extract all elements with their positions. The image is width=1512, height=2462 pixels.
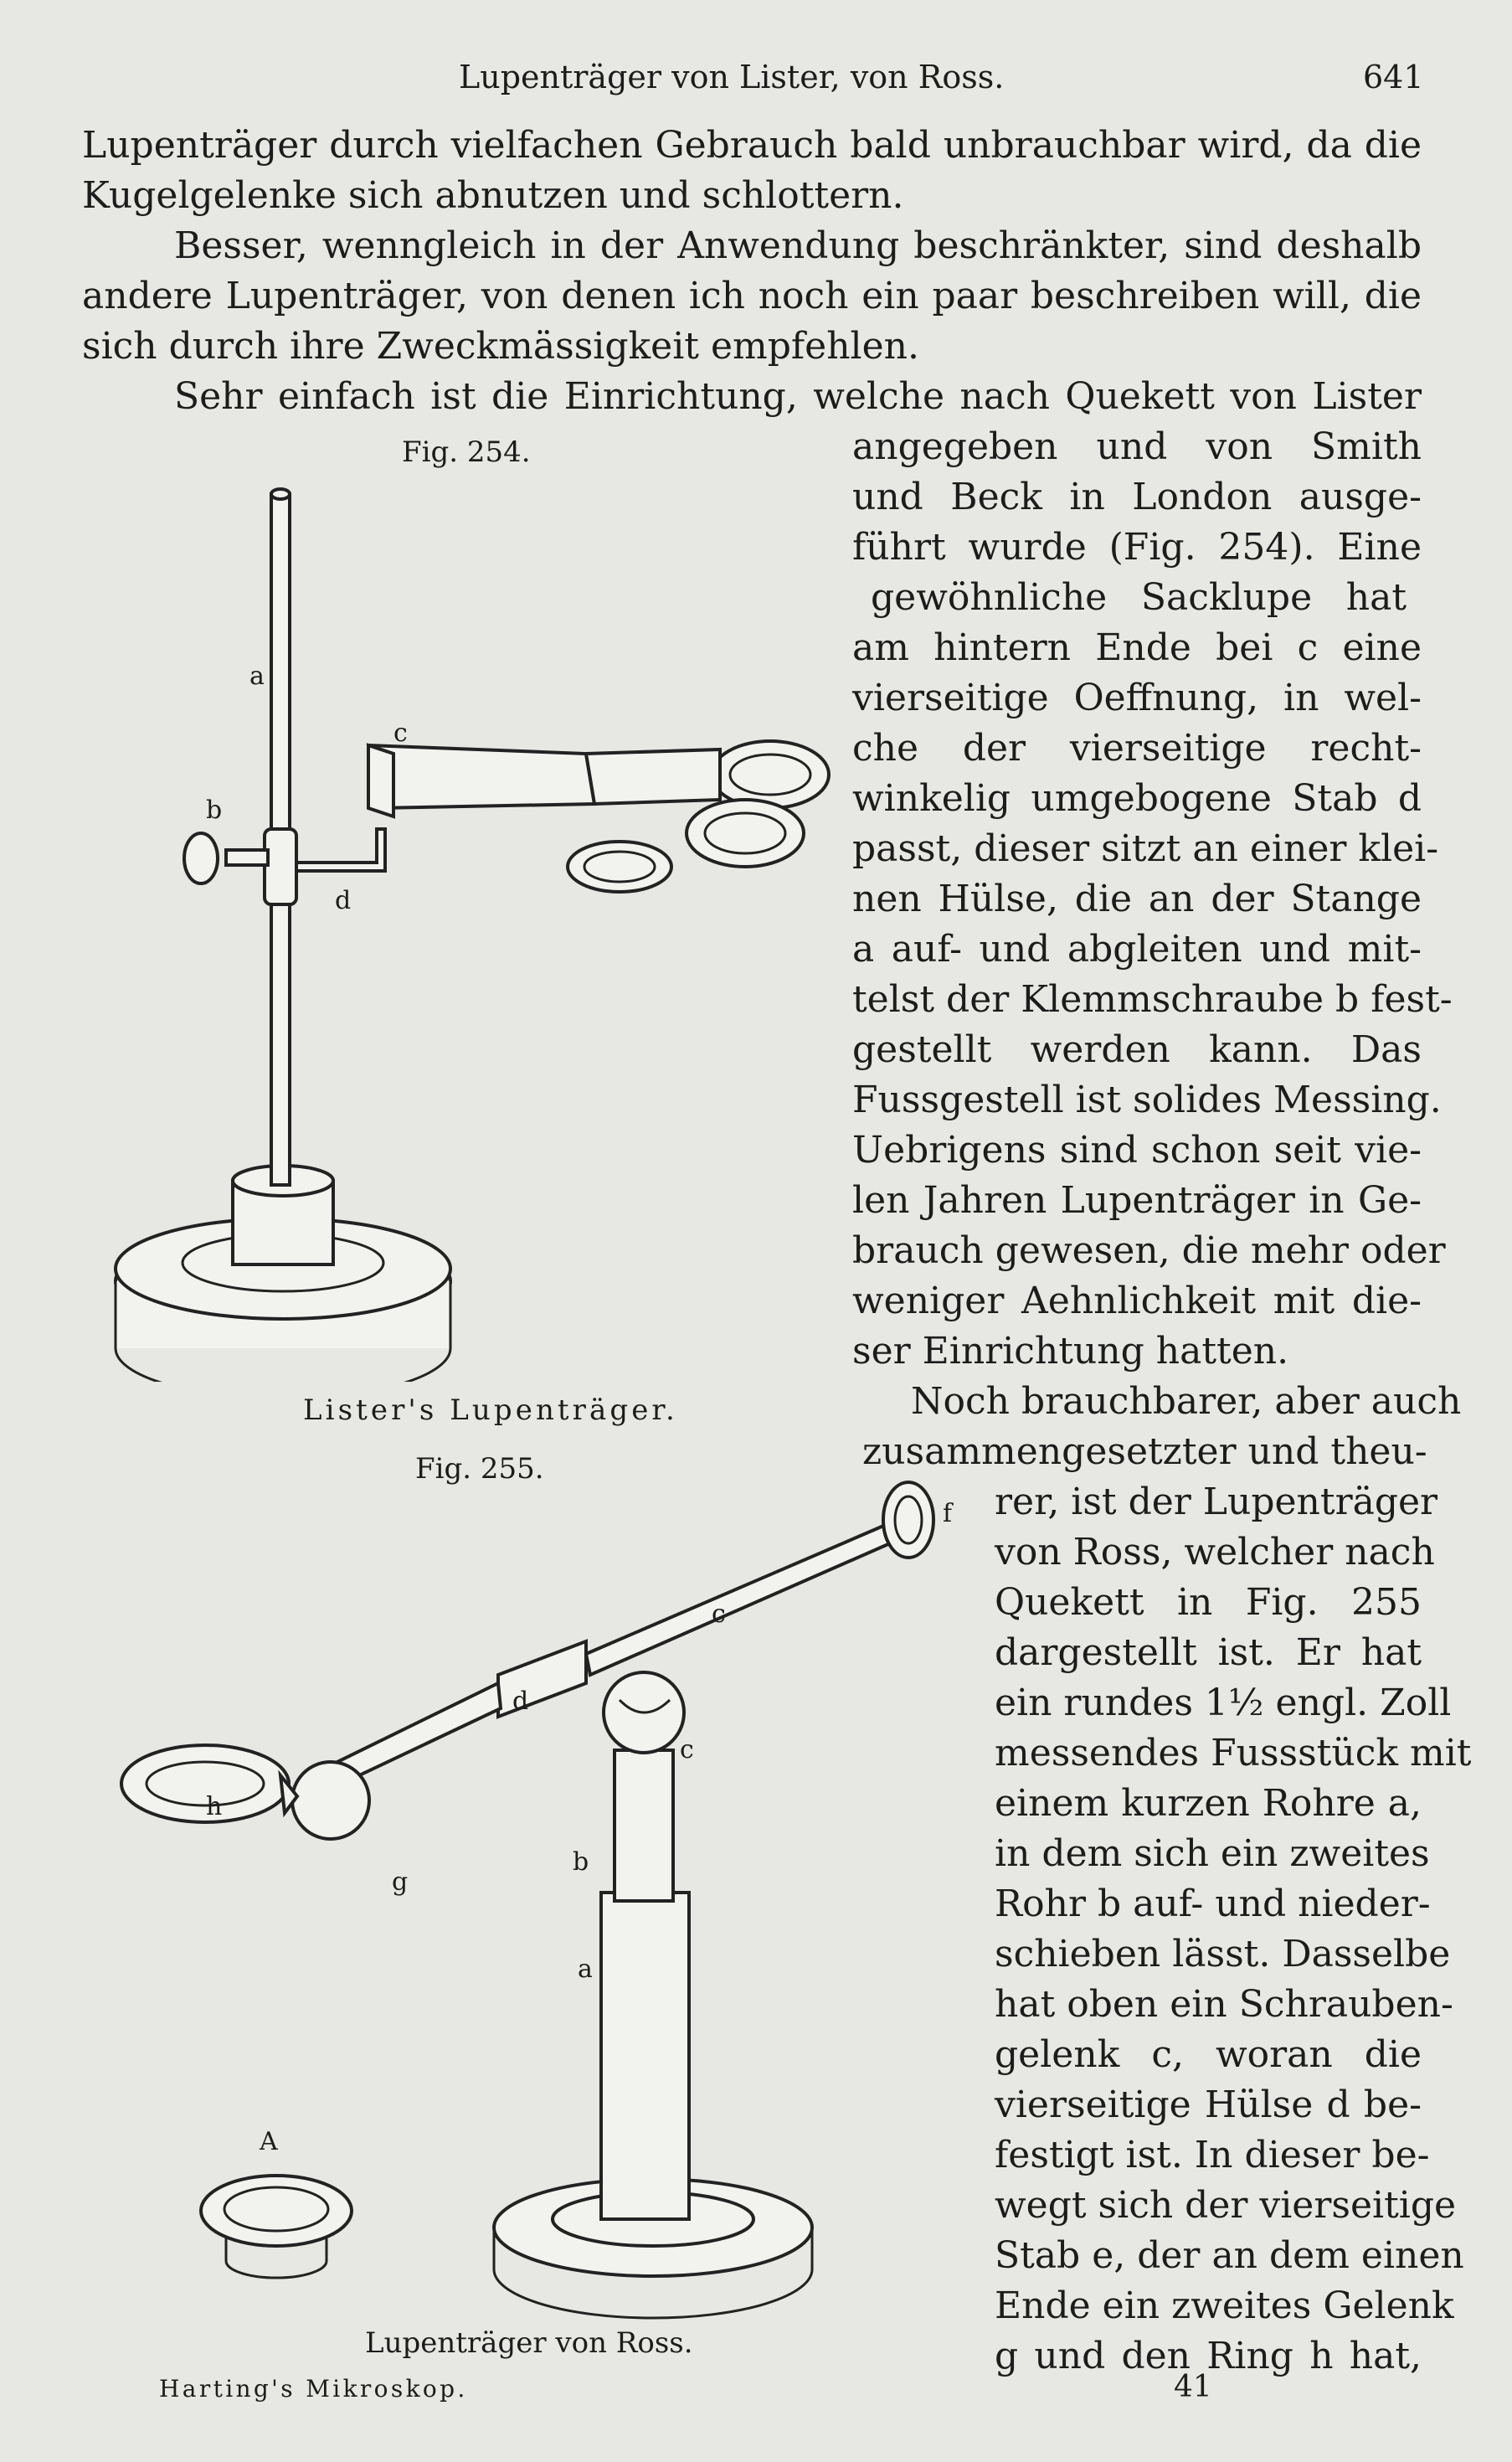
body-line: angegeben und von Smith [852,425,1422,468]
fig-255-letter-b: b [573,1847,589,1877]
body-line: rer, ist der Lupenträger [995,1481,1438,1523]
fig-255-letter-c-joint: c [680,1735,694,1764]
body-line: dargestellt ist. Er hat [995,1631,1422,1674]
body-line: hat oben ein Schrauben- [995,1983,1453,2026]
body-line: Kugelgelenke sich abnutzen und schlottern. [82,174,904,217]
fig-255-letter-g: g [392,1867,409,1897]
fig-254-illustration [100,477,837,1382]
body-line: schieben lässt. Dasselbe [995,1933,1451,1975]
body-line: Uebrigens sind schon seit vie- [852,1129,1422,1172]
fig-255-letter-f: f [943,1499,953,1528]
fig-255-letter-a: a [578,1955,593,1984]
fig-255-label: Fig. 255. [415,1452,544,1486]
fig-254-label: Fig. 254. [402,435,531,469]
body-line: winkelig umgebogene Stab d [852,777,1422,820]
body-line: andere Lupenträger, von denen ich noch ein paar beschreiben will, die [82,275,1422,317]
footer-sheet-number: 41 [1174,2370,1212,2404]
fig-255-caption: Lupenträger von Ross. [365,2326,693,2360]
body-line: ein rundes 1½ engl. Zoll [995,1682,1452,1724]
body-line: Quekett in Fig. 255 [995,1581,1422,1624]
fig-255-illustration [117,1474,971,2353]
body-line: Stab e, der an dem einen [995,2234,1464,2277]
body-line: Lupenträger durch vielfachen Gebrauch bald unbrauchbar wird, da die [82,124,1422,167]
body-line: Rohr b auf- und nieder- [995,1883,1431,1925]
body-line: messendes Fussstück mit [995,1732,1472,1774]
fig-255-letter-d: d [512,1687,529,1716]
fig-254-letter-d: d [335,886,352,915]
fig-254-letter-c: c [393,719,408,748]
footer-signature: Harting's Mikroskop. [159,2375,468,2403]
body-line: telst der Klemmschraube b fest- [852,978,1453,1021]
fig-254-letter-a: a [249,662,265,691]
body-line: g und den Ring h hat, [995,2335,1422,2377]
body-line: einem kurzen Rohre a, [995,1782,1422,1825]
fig-255-letter-h: h [206,1792,223,1821]
body-line: weniger Aehnlichkeit mit die- [852,1280,1422,1322]
body-line: festigt ist. In dieser be- [995,2134,1430,2176]
body-line: sich durch ihre Zweckmässigkeit empfehlen. [82,325,919,368]
page-number: 641 [1363,59,1424,95]
body-line: in dem sich ein zweites [995,1832,1430,1875]
body-line: zusammengesetzter und theu- [862,1430,1427,1473]
body-line: ser Einrichtung hatten. [852,1330,1289,1373]
fig-254-letter-b: b [206,796,223,825]
body-line: Besser, wenngleich in der Anwendung beschränkter, sind deshalb [174,224,1422,267]
body-line: wegt sich der vierseitige [995,2184,1457,2227]
body-line: Sehr einfach ist die Einrichtung, welche nach Quekett von Lister [174,375,1422,418]
body-line: am hintern Ende bei c eine [852,626,1422,669]
body-line: che der vierseitige recht- [852,727,1422,770]
body-line: nen Hülse, die an der Stange [852,878,1422,920]
body-line: Noch brauchbarer, aber auch [911,1380,1462,1423]
body-line: Ende ein zweites Gelenk [995,2284,1454,2327]
body-line: gelenk c, woran die [995,2033,1422,2076]
body-line: vierseitige Oeffnung, in wel- [852,677,1422,719]
body-line: von Ross, welcher nach [995,1531,1435,1574]
running-title: Lupenträger von Lister, von Ross. [459,59,1005,95]
body-line: len Jahren Lupenträger in Ge- [852,1179,1422,1222]
body-line: passt, dieser sitzt an einer klei- [852,827,1439,870]
fig-255-letter-A: A [260,2127,278,2156]
body-line: und Beck in London ausge- [852,476,1422,518]
body-line: vierseitige Hülse d be- [995,2083,1422,2126]
body-line: führt wurde (Fig. 254). Eine [852,526,1422,569]
fig-254-caption: Lister's Lupenträger. [303,1393,678,1427]
fig-255-letter-c-upper: c [712,1599,726,1629]
body-line: Fussgestell ist solides Messing. [852,1079,1442,1121]
body-line: brauch gewesen, die mehr oder [852,1229,1446,1272]
body-line: gestellt werden kann. Das [852,1028,1422,1071]
body-line: a auf- und abgleiten und mit- [852,928,1422,971]
body-line: gewöhnliche Sacklupe hat [871,576,1407,619]
